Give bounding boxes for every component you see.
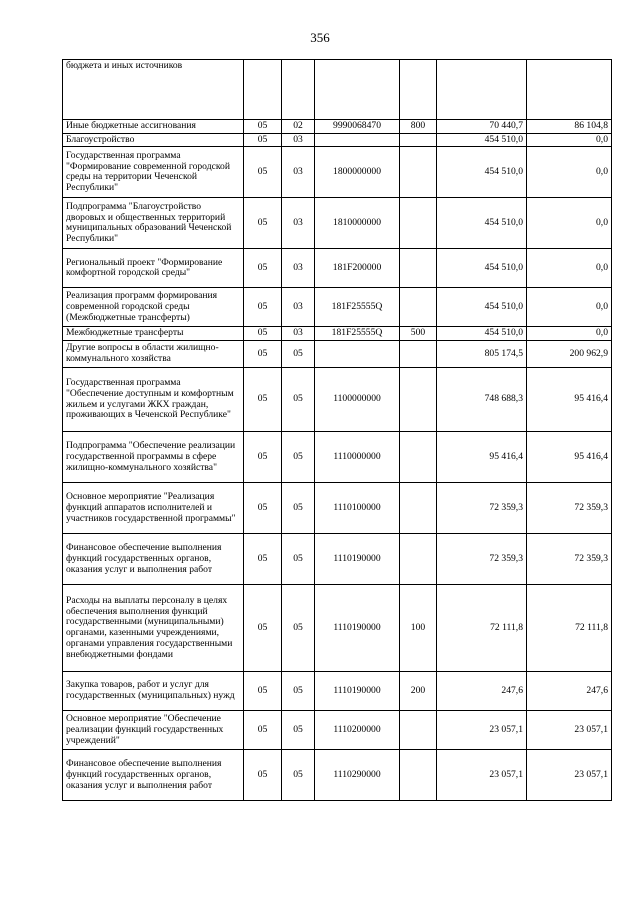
- row-section: 05: [244, 585, 282, 672]
- row-section: 05: [244, 483, 282, 534]
- row-name: Финансовое обеспечение выполнения функций государственных органов, оказания услуг и выполнения работ: [63, 534, 244, 585]
- row-subsection: 03: [282, 133, 315, 147]
- row-name: Государственная программа "Обеспечение доступным и комфортным жильем и услугами ЖКХ граждан, проживающих в Чеченской Республике": [63, 368, 244, 432]
- row-target-code: 1110190000: [315, 672, 400, 711]
- row-amount-1: 454 510,0: [437, 198, 527, 249]
- row-target-code: 9990068470: [315, 120, 400, 134]
- row-subsection: 05: [282, 341, 315, 368]
- row-name: Государственная программа "Формирование современной городской среды на территории Чеченской Республики": [63, 147, 244, 198]
- row-expense-type: [400, 341, 437, 368]
- row-amount-2: 72 359,3: [527, 483, 612, 534]
- row-subsection: 05: [282, 432, 315, 483]
- row-amount-1: 454 510,0: [437, 133, 527, 147]
- row-amount-2: 72 359,3: [527, 534, 612, 585]
- row-name: Расходы на выплаты персоналу в целях обеспечения выполнения функций государственными (муниципальными) органами, казенными учреждениями, органами управления государственными внебюджетными фондами: [63, 585, 244, 672]
- table-row: [63, 288, 612, 327]
- row-target-code: 1800000000: [315, 147, 400, 198]
- row-name: Подпрограмма "Обеспечение реализации государственной программы в сфере жилищно-коммунального хозяйства": [63, 432, 244, 483]
- row-target-code: 1110100000: [315, 483, 400, 534]
- row-amount-2: 0,0: [527, 249, 612, 288]
- row-name: Другие вопросы в области жилищно-коммунального хозяйства: [63, 341, 244, 368]
- row-expense-type: 800: [400, 120, 437, 134]
- row-target-code: 1810000000: [315, 198, 400, 249]
- row-section: [244, 60, 282, 120]
- row-subsection: 05: [282, 534, 315, 585]
- row-name: Иные бюджетные ассигнования: [63, 120, 244, 134]
- table-row: [63, 672, 612, 711]
- row-amount-1: 72 359,3: [437, 483, 527, 534]
- row-amount-1: 454 510,0: [437, 249, 527, 288]
- row-name: Реализация программ формирования современной городской среды (Межбюджетные трансферты): [63, 288, 244, 327]
- row-section: 05: [244, 147, 282, 198]
- row-amount-2: 0,0: [527, 288, 612, 327]
- row-expense-type: [400, 432, 437, 483]
- row-expense-type: [400, 534, 437, 585]
- row-expense-type: [400, 60, 437, 120]
- row-section: 05: [244, 133, 282, 147]
- row-section: 05: [244, 534, 282, 585]
- budget-table: [62, 59, 612, 801]
- table-row: [63, 483, 612, 534]
- row-section: 05: [244, 198, 282, 249]
- row-amount-2: 200 962,9: [527, 341, 612, 368]
- table-row: [63, 368, 612, 432]
- row-amount-1: 23 057,1: [437, 750, 527, 801]
- row-amount-1: 748 688,3: [437, 368, 527, 432]
- row-target-code: 1110190000: [315, 585, 400, 672]
- row-amount-2: 23 057,1: [527, 750, 612, 801]
- row-name: Подпрограмма "Благоустройство дворовых и общественных территорий муниципальных образований Чеченской Республики": [63, 198, 244, 249]
- row-amount-2: 0,0: [527, 133, 612, 147]
- row-section: 05: [244, 120, 282, 134]
- row-amount-1: 805 174,5: [437, 341, 527, 368]
- row-target-code: 1100000000: [315, 368, 400, 432]
- row-amount-1: 72 111,8: [437, 585, 527, 672]
- row-name: Закупка товаров, работ и услуг для государственных (муниципальных) нужд: [63, 672, 244, 711]
- row-subsection: 05: [282, 483, 315, 534]
- row-subsection: 05: [282, 750, 315, 801]
- table-row: [63, 534, 612, 585]
- table-row: [63, 585, 612, 672]
- row-expense-type: [400, 133, 437, 147]
- row-expense-type: [400, 249, 437, 288]
- row-amount-2: 95 416,4: [527, 368, 612, 432]
- row-amount-1: 454 510,0: [437, 147, 527, 198]
- row-expense-type: 100: [400, 585, 437, 672]
- row-amount-2: [527, 60, 612, 120]
- row-amount-1: 247,6: [437, 672, 527, 711]
- row-target-code: 181F25555Q: [315, 288, 400, 327]
- row-target-code: [315, 60, 400, 120]
- row-expense-type: 500: [400, 327, 437, 341]
- row-expense-type: [400, 750, 437, 801]
- row-name: Межбюджетные трансферты: [63, 327, 244, 341]
- row-section: 05: [244, 327, 282, 341]
- table-row: [63, 432, 612, 483]
- row-section: 05: [244, 368, 282, 432]
- row-target-code: 1110200000: [315, 711, 400, 750]
- table-row: [63, 750, 612, 801]
- row-amount-2: 247,6: [527, 672, 612, 711]
- row-name: Финансовое обеспечение выполнения функций государственных органов, оказания услуг и выполнения работ: [63, 750, 244, 801]
- row-amount-1: 95 416,4: [437, 432, 527, 483]
- row-amount-1: 72 359,3: [437, 534, 527, 585]
- row-target-code: 181F25555Q: [315, 327, 400, 341]
- row-subsection: 05: [282, 672, 315, 711]
- row-section: 05: [244, 750, 282, 801]
- row-target-code: [315, 341, 400, 368]
- row-amount-2: 86 104,8: [527, 120, 612, 134]
- row-name: Региональный проект "Формирование комфортной городской среды": [63, 249, 244, 288]
- row-target-code: 1110190000: [315, 534, 400, 585]
- row-subsection: 05: [282, 368, 315, 432]
- table-row: [63, 249, 612, 288]
- row-subsection: 02: [282, 120, 315, 134]
- table-row: [63, 198, 612, 249]
- row-expense-type: 200: [400, 672, 437, 711]
- row-amount-1: 454 510,0: [437, 327, 527, 341]
- row-amount-1: 454 510,0: [437, 288, 527, 327]
- row-amount-1: [437, 60, 527, 120]
- row-subsection: 05: [282, 585, 315, 672]
- row-target-code: [315, 133, 400, 147]
- page-number: 356: [310, 30, 330, 45]
- row-expense-type: [400, 147, 437, 198]
- row-amount-2: 72 111,8: [527, 585, 612, 672]
- table-row: [63, 120, 612, 134]
- table-row: [63, 711, 612, 750]
- row-section: 05: [244, 711, 282, 750]
- row-amount-2: 0,0: [527, 327, 612, 341]
- row-section: 05: [244, 672, 282, 711]
- row-name: Основное мероприятие "Реализация функций аппаратов исполнителей и участников государственной программы": [63, 483, 244, 534]
- row-amount-2: 0,0: [527, 198, 612, 249]
- row-subsection: 03: [282, 288, 315, 327]
- row-amount-1: 70 440,7: [437, 120, 527, 134]
- table-row: [63, 147, 612, 198]
- row-name: бюджета и иных источников: [63, 60, 244, 120]
- row-subsection: 03: [282, 249, 315, 288]
- row-expense-type: [400, 198, 437, 249]
- row-section: 05: [244, 432, 282, 483]
- table-row: [63, 327, 612, 341]
- row-subsection: 03: [282, 147, 315, 198]
- row-subsection: 05: [282, 711, 315, 750]
- row-section: 05: [244, 288, 282, 327]
- row-amount-1: 23 057,1: [437, 711, 527, 750]
- row-subsection: 03: [282, 327, 315, 341]
- row-name: Основное мероприятие "Обеспечение реализации функций государственных учреждений": [63, 711, 244, 750]
- row-subsection: [282, 60, 315, 120]
- row-target-code: 1110290000: [315, 750, 400, 801]
- row-name: Благоустройство: [63, 133, 244, 147]
- row-expense-type: [400, 368, 437, 432]
- row-amount-2: 0,0: [527, 147, 612, 198]
- row-expense-type: [400, 288, 437, 327]
- row-section: 05: [244, 341, 282, 368]
- row-expense-type: [400, 711, 437, 750]
- row-target-code: 181F200000: [315, 249, 400, 288]
- row-amount-2: 23 057,1: [527, 711, 612, 750]
- table-row: [63, 133, 612, 147]
- table-row: [63, 341, 612, 368]
- row-subsection: 03: [282, 198, 315, 249]
- row-amount-2: 95 416,4: [527, 432, 612, 483]
- table-row: [63, 60, 612, 120]
- row-target-code: 1110000000: [315, 432, 400, 483]
- row-expense-type: [400, 483, 437, 534]
- row-section: 05: [244, 249, 282, 288]
